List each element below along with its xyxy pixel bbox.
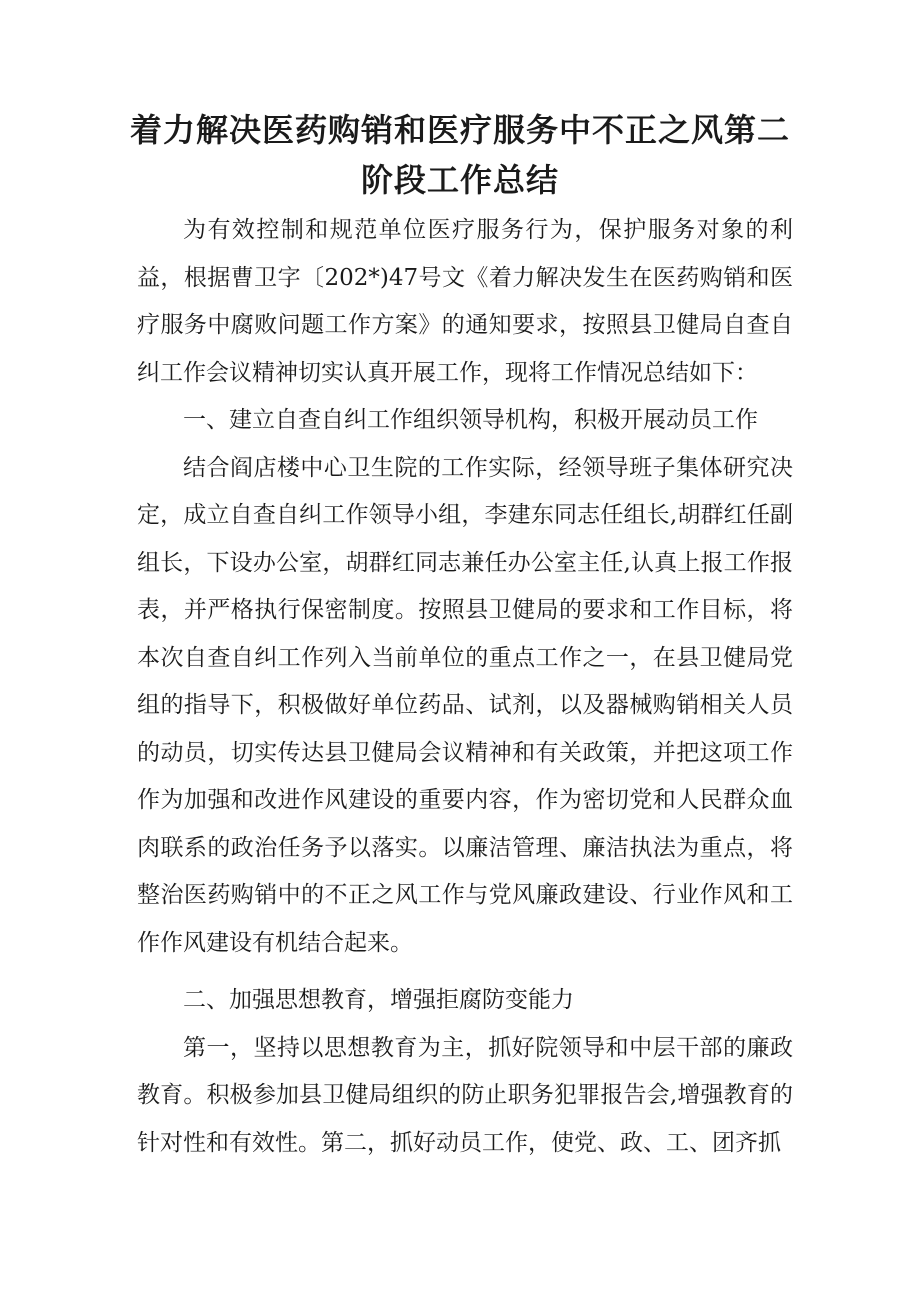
document-body <box>137 207 793 1167</box>
section-2-paragraph: 第一，坚持以思想教育为主，抓好院领导和中层干部的廉政教育。积极参加县卫健局组织的防止职务犯罪报告会,增强教育的针对性和有效性。第二，抓好动员工作，使党、政、工、团齐抓 <box>137 1034 793 1156</box>
section-spacer <box>137 967 793 977</box>
document-title-line-1: 着力解决医药购销和医疗服务中不正之风第二 <box>129 111 790 149</box>
intro-paragraph: 为有效控制和规范单位医疗服务行为，保护服务对象的利益，根据曹卫字〔202*)47号文《着力解决发生在医药购销和医疗服务中腐败问题工作方案》的通知要求，按照县卫健局自查自纠工作会议精神切实认真开展工作，现将工作情况总结如下： <box>137 217 793 386</box>
section-2-heading: 二、加强思想教育，增强拒腐防变能力 <box>183 987 574 1013</box>
document-title-line-2: 阶段工作总结 <box>360 161 559 199</box>
section-1-paragraph: 结合阎店楼中心卫生院的工作实际，经领导班子集体研究决定，成立自查自纠工作领导小组，李建东同志任组长,胡群红任副组长，下设办公室，胡群红同志兼任办公室主任,认真上报工作报表，并严格执行保密制度。按照县卫健局的要求和工作目标，将本次自查自纠工作列入当前单位的重点工作之一，在县卫健局党组的指导下，积极做好单位药品、试剂，以及器械购销相关人员的动员，切实传达县卫健局会议精神和有关政策，并把这项工作作为加强和改进作风建设的重要内容，作为密切党和人民群众血肉联系的政治任务予以落实。以廉洁管理、廉洁执法为重点，将整治医药购销中的不正之风工作与党风廉政建设、行业作风和工作作风建设有机结合起来。 <box>137 454 793 956</box>
section-1-heading: 一、建立自查自纠工作组织领导机构，积极开展动员工作 <box>183 407 758 433</box>
